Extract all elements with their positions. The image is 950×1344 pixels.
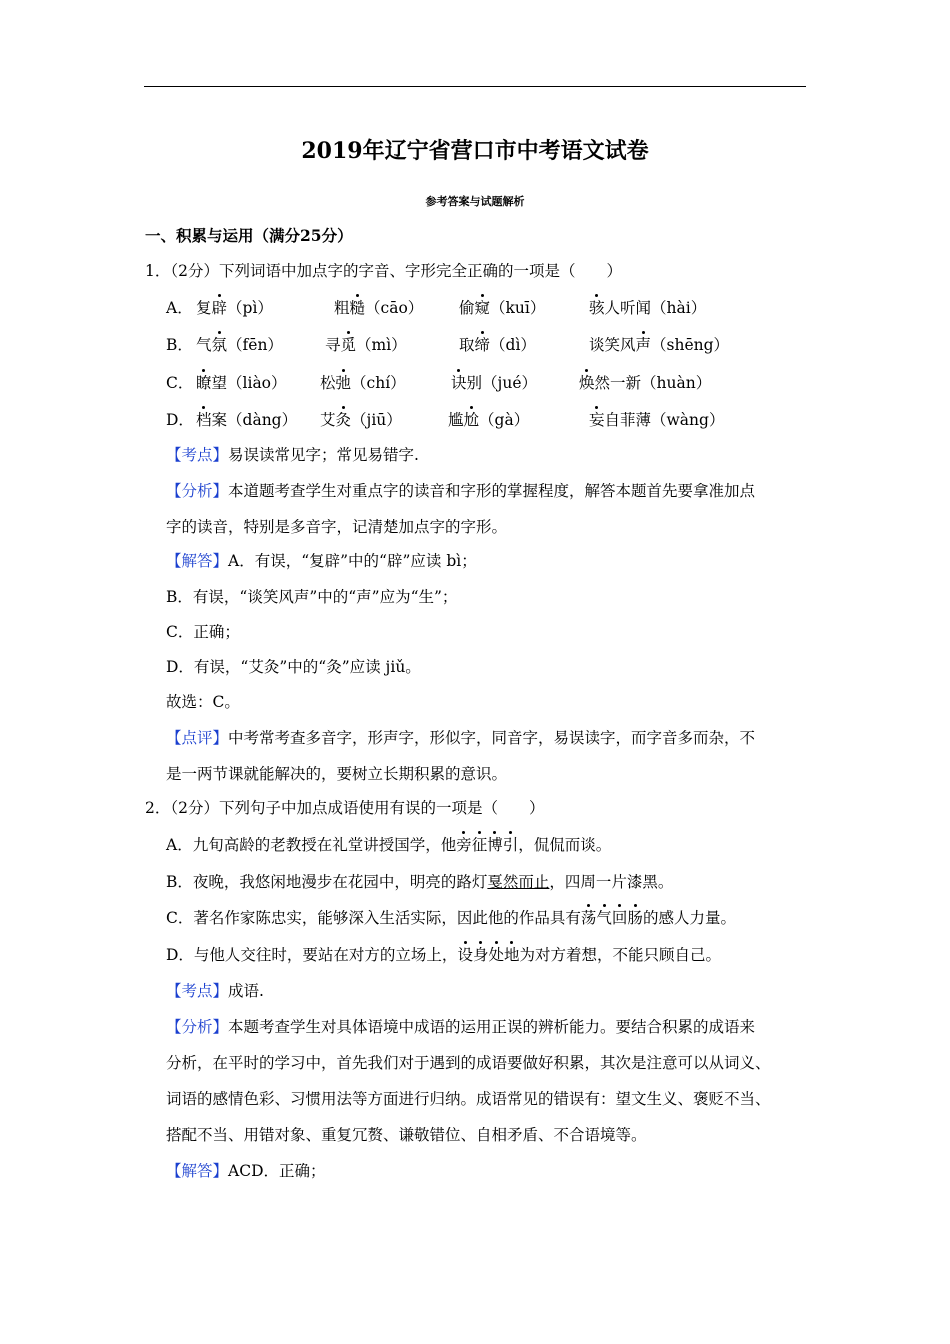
option-word: 瞭望（liào） (196, 374, 287, 392)
option-word: 谈笑风声（shēng） (589, 336, 730, 354)
q1-jieda: 【解答】A．有误，“复辟”中的“辟”应读 bì； (166, 552, 477, 570)
option-word: 气氛（fēn） (196, 336, 283, 354)
q2-fenxi: 【分析】本题考查学生对具体语境中成语的运用正误的辨析能力。要结合积累的成语来 (166, 1018, 756, 1036)
q1-dianping: 【点评】中考常考查多音字，形声字，形似字，同音字，易误读字，而字音多而杂，不 (166, 729, 756, 747)
option-word: 诀别（jué） (451, 374, 537, 392)
tag-jieda: 【解答】 (166, 552, 229, 570)
option-word: 尴尬（gà） (448, 411, 530, 429)
q1-dianping-cont: 是一两节课就能解决的，要树立长期积累的意识。 (166, 765, 508, 783)
q1-jieda-c: C．正确； (166, 623, 240, 641)
tag-jieda: 【解答】 (166, 1162, 229, 1180)
option-word: 焕然一新（huàn） (579, 374, 712, 392)
option-letter: D． (166, 411, 194, 429)
q2-option-c: C．著名作家陈忠实，能够深入生活实际，因此他的作品具有荡气回肠的感人力量。 (166, 909, 736, 927)
q1-answer: 故选：C。 (166, 693, 240, 711)
page-subtitle: 参考答案与试题解析 (425, 195, 525, 208)
q2-option-d: D．与他人交往时，要站在对方的立场上，设身处地为对方着想，不能只顾自己。 (166, 946, 722, 964)
option-word: 档案（dàng） (196, 411, 298, 429)
option-word: 艾灸（jiū） (320, 411, 402, 429)
section-heading: 一、积累与运用（满分25分） (145, 226, 353, 245)
q2-kaodian: 【考点】成语. (166, 982, 264, 1000)
q1-fenxi-cont: 字的读音，特别是多音字，记清楚加点字的字形。 (166, 518, 508, 536)
page-title: 2019年辽宁省营口市中考语文试卷 (301, 138, 649, 164)
option-letter: C． (166, 374, 194, 392)
q1-fenxi: 【分析】本道题考查学生对重点字的读音和字形的掌握程度，解答本题首先要拿准加点 (166, 482, 756, 500)
option-word: 骇人听闻（hài） (589, 299, 707, 317)
header-rule (144, 86, 806, 87)
q1-jieda-b: B．有误，“谈笑风声”中的“声”应为“生”； (166, 588, 458, 606)
option-word: 偷窥（kuī） (459, 299, 546, 317)
q2-stem: 2．（2分）下列句子中加点成语使用有误的一项是（ ） (145, 799, 545, 817)
q2-fenxi-cont-3: 搭配不当、用错对象、重复冗赘、谦敬错位、自相矛盾、不合语境等。 (166, 1126, 647, 1144)
q1-kaodian: 【考点】易误读常见字；常见易错字. (166, 446, 419, 464)
q1-stem: 1．（2分）下列词语中加点字的字音、字形完全正确的一项是（ ） (145, 262, 622, 280)
tag-kaodian: 【考点】 (166, 446, 229, 464)
q2-jieda: 【解答】ACD．正确； (166, 1162, 326, 1180)
q2-fenxi-cont-2: 词语的感情色彩、习惯用法等方面进行归纳。成语常见的错误有：望文生义、褒贬不当、 (166, 1090, 771, 1108)
option-word: 粗糙（cāo） (334, 299, 424, 317)
q2-option-b: B．夜晚，我悠闲地漫步在花园中，明亮的路灯戛然而止，四周一片漆黑。 (166, 873, 674, 891)
tag-fenxi: 【分析】 (166, 482, 229, 500)
option-word: 复辟（pì） (196, 299, 273, 317)
tag-fenxi: 【分析】 (166, 1018, 229, 1036)
option-word: 松弛（chí） (320, 374, 406, 392)
tag-dianping: 【点评】 (166, 729, 229, 747)
q2-option-a: A．九旬高龄的老教授在礼堂讲授国学，他旁征博引，侃侃而谈。 (166, 836, 612, 854)
tag-kaodian: 【考点】 (166, 982, 229, 1000)
q1-jieda-d: D．有误，“艾灸”中的“灸”应读 jiǔ。 (166, 658, 421, 676)
option-word: 取缔（dì） (459, 336, 536, 354)
option-letter: B． (166, 336, 193, 354)
option-letter: A． (166, 299, 193, 317)
option-word: 寻觅（mì） (325, 336, 407, 354)
option-word: 妄自菲薄（wàng） (589, 411, 725, 429)
q2-fenxi-cont-1: 分析，在平时的学习中，首先我们对于遇到的成语要做好积累，其次是注意可以从词义、 (166, 1054, 771, 1072)
